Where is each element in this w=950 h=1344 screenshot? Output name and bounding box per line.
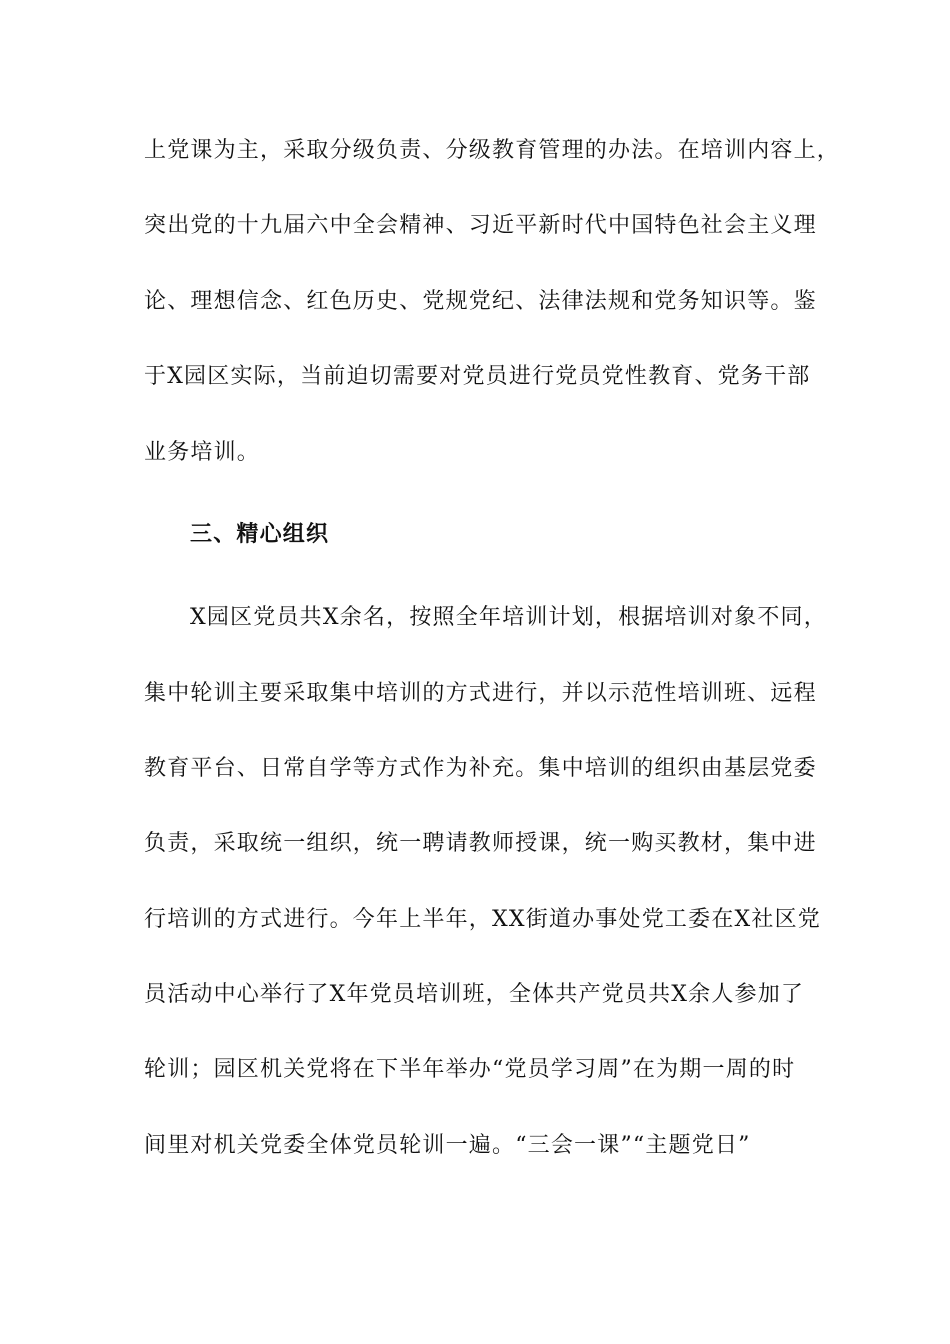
paragraph-line: 上党课为主，采取分级负责、分级教育管理的办法。在培训内容上， [144,138,841,163]
paragraph-line: 行培训的方式进行。今年上半年，XX街道办事处党工委在X社区党 [144,907,821,932]
paragraph-line: 负责，采取统一组织，统一聘请教师授课，统一购买教材，集中进 [144,831,817,856]
paragraph-line: 教育平台、日常自学等方式作为补充。集中培训的组织由基层党委 [144,756,817,781]
paragraph-line: 于X园区实际，当前迫切需要对党员进行党员党性教育、党务干部 [144,364,811,389]
paragraph-line: 间里对机关党委全体党员轮训一遍。“三会一课”“主题党日” [144,1133,751,1158]
paragraph-line: 突出党的十九届六中全会精神、习近平新时代中国特色社会主义理 [144,213,817,238]
paragraph-line: 集中轮训主要采取集中培训的方式进行，并以示范性培训班、远程 [144,681,817,706]
paragraph-line: 轮训；园区机关党将在下半年举办“党员学习周”在为期一周的时 [144,1057,796,1082]
section-heading: 三、精心组织 [190,522,330,547]
paragraph-line: 论、理想信念、红色历史、党规党纪、法律法规和党务知识等。鉴 [144,289,817,314]
paragraph-line: 业务培训。 [144,440,261,465]
paragraph-line: 员活动中心举行了X年党员培训班，全体共产党员共X余人参加了 [144,982,805,1007]
paragraph-line: X园区党员共X余名，按照全年培训计划，根据培训对象不同， [190,605,827,630]
